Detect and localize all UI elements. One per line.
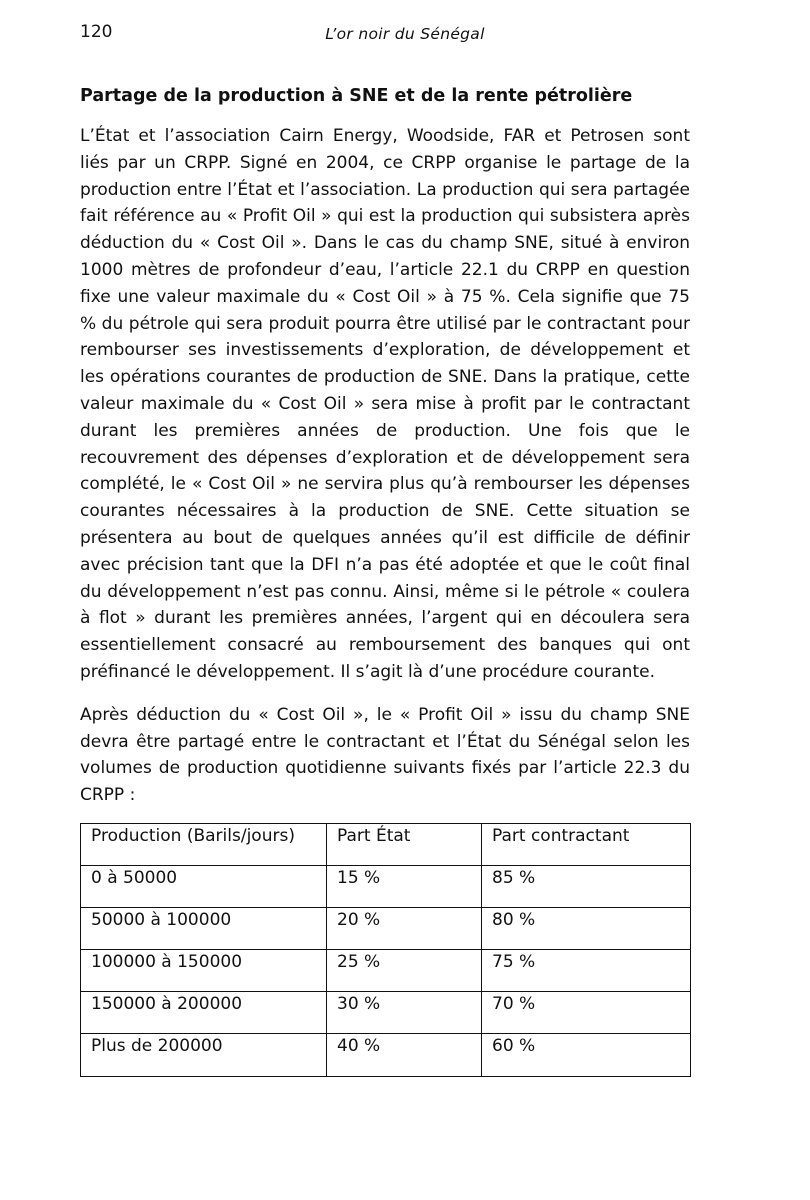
state-share: 20 % — [337, 909, 381, 930]
table-cell — [327, 865, 482, 907]
table-cell — [327, 949, 482, 991]
production-range: 0 à 50000 — [91, 867, 178, 888]
table-cell — [482, 907, 691, 949]
table-row — [81, 949, 691, 991]
contractor-share: 80 % — [492, 909, 536, 930]
production-range: 100000 à 150000 — [91, 951, 243, 972]
page-content — [80, 84, 690, 1077]
running-header-title: L’or noir du Sénégal — [325, 25, 485, 43]
table-cell — [81, 865, 327, 907]
table-header-row — [81, 823, 691, 865]
table-cell — [482, 1033, 691, 1076]
state-share: 25 % — [337, 951, 381, 972]
table-cell — [327, 991, 482, 1033]
body-paragraph: Après déduction du « Cost Oil », le « Profit Oil » issu du champ SNE devra être partagé entre le contractant et l’État du Sénégal selon les volumes de production quotidienne suivants fixés par l’article 22.3 du CRPP : — [80, 704, 690, 806]
table-cell — [327, 1033, 482, 1076]
header-production: Production (Barils/jours) — [91, 825, 295, 846]
state-share: 40 % — [337, 1035, 381, 1056]
table-row — [81, 907, 691, 949]
table-cell — [482, 949, 691, 991]
section-title: Partage de la production à SNE et de la rente pétrolière — [80, 86, 633, 106]
table-cell — [81, 949, 327, 991]
table-header-cell — [482, 823, 691, 865]
table-row — [81, 991, 691, 1033]
table-row — [81, 1033, 691, 1076]
header-part-etat: Part État — [337, 825, 411, 846]
table-cell — [482, 865, 691, 907]
table-row — [81, 865, 691, 907]
table-cell — [81, 991, 327, 1033]
production-sharing-table — [80, 823, 691, 1077]
state-share: 15 % — [337, 867, 381, 888]
contractor-share: 85 % — [492, 867, 536, 888]
contractor-share: 70 % — [492, 993, 536, 1014]
page-number: 120 — [80, 22, 113, 42]
production-range: Plus de 200000 — [91, 1035, 223, 1056]
contractor-share: 60 % — [492, 1035, 536, 1056]
table-cell — [81, 907, 327, 949]
table-cell — [482, 991, 691, 1033]
table-cell — [327, 907, 482, 949]
production-range: 150000 à 200000 — [91, 993, 243, 1014]
header-part-contractant: Part contractant — [492, 825, 630, 846]
table-header-cell — [81, 823, 327, 865]
body-paragraph: L’État et l’association Cairn Energy, Woodside, FAR et Petrosen sont liés par un CRPP. Signé en 2004, ce CRPP organise le partage de la production entre l’État et l’association. La production qui sera partagée fait référence au « Profit Oil » qui est la production qui subsistera après déduction du « Cost Oil ». Dans le cas du champ SNE, situé à environ 1000 mètres de profondeur d’eau, l’article 22.1 du CRPP en question fixe une valeur maximale du « Cost Oil » à 75 %. Cela signifie que 75 % du pétrole qui sera produit pourra être utilisé par le contractant pour rembourser ses investissements d’exploration, de développement et les opérations courantes de production de SNE. Dans la pratique, cette valeur maximale du « Cost Oil » sera mise à profit par le contractant durant les premières années de production. Une fois que le recouvrement des dépenses d’exploration et de développement sera complété, le « Cost Oil » ne servira plus qu’à rembourser les dépenses courantes nécessaires à la production de SNE. Cette situation se présentera au bout de quelques années qu’il est difficile de définir avec précision tant que la DFI n’a pas été adoptée et que le coût final du développement n’est pas connu. Ainsi, même si le pétrole « coulera à flot » durant les premières années, l’argent qui en découlera sera essentiellement consacré au remboursement des banques qui ont préfinancé le développement. Il s’agit là d’une procédure courante. — [80, 126, 690, 682]
state-share: 30 % — [337, 993, 381, 1014]
table-cell — [81, 1033, 327, 1076]
contractor-share: 75 % — [492, 951, 536, 972]
production-range: 50000 à 100000 — [91, 909, 232, 930]
table-header-cell — [327, 823, 482, 865]
